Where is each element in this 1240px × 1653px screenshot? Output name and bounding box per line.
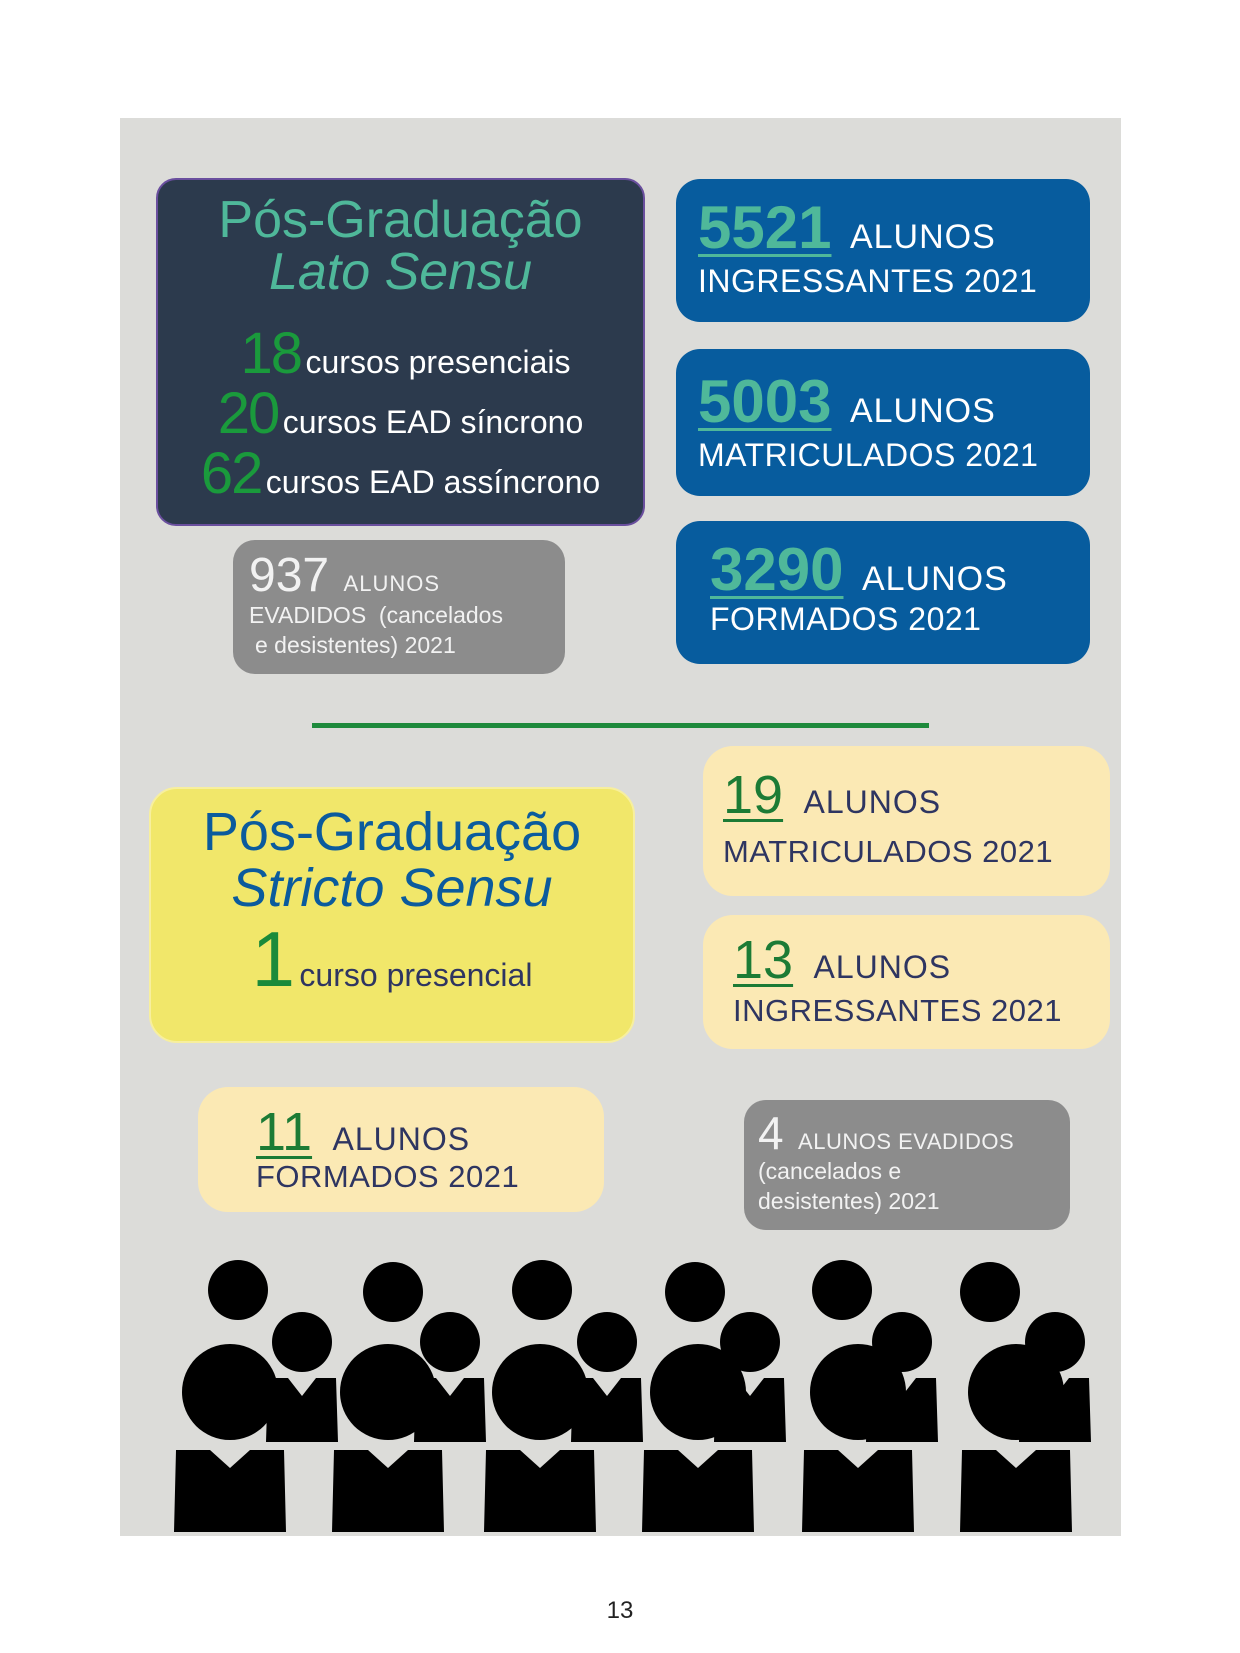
crowd-people-icon bbox=[120, 1260, 1121, 1536]
stat-formados-lato bbox=[676, 521, 1090, 664]
stat-number: 13 bbox=[733, 930, 794, 990]
stricto-sensu-title: Pós-Graduação bbox=[202, 802, 582, 862]
stat-unit: ALUNOS bbox=[849, 392, 996, 430]
stat-unit: ALUNOS bbox=[332, 1121, 471, 1157]
stricto-sensu-subtitle: Stricto Sensu bbox=[231, 858, 553, 918]
course-count: 1 bbox=[251, 915, 295, 1003]
page-number: 13 bbox=[606, 1597, 634, 1624]
stat-matriculados-lato bbox=[676, 349, 1090, 496]
stat-unit: ALUNOS bbox=[803, 784, 942, 820]
stat-number: 937 bbox=[249, 549, 330, 602]
course-count: 62 bbox=[200, 441, 262, 506]
lato-sensu-subtitle: Lato Sensu bbox=[268, 243, 533, 301]
stat-unit: ALUNOS bbox=[849, 218, 996, 256]
stat-ingressantes-lato bbox=[676, 179, 1090, 322]
course-label: curso presencial bbox=[299, 957, 533, 993]
stat-unit: ALUNOS bbox=[861, 560, 1008, 598]
lato-sensu-card bbox=[156, 178, 645, 526]
stat-number: 19 bbox=[723, 765, 784, 825]
course-line-ead-assincrono bbox=[158, 440, 643, 507]
stat-number: 3290 bbox=[710, 536, 844, 603]
stat-label: FORMADOS 2021 bbox=[710, 601, 982, 637]
stat-formados-stricto bbox=[198, 1087, 604, 1212]
stat-label: FORMADOS 2021 bbox=[256, 1159, 520, 1194]
stat-label: INGRESSANTES 2021 bbox=[698, 263, 1038, 299]
course-count: 18 bbox=[240, 321, 302, 386]
stat-evadidos-stricto bbox=[744, 1100, 1070, 1230]
stat-unit: ALUNOS bbox=[343, 571, 441, 596]
stat-label: EVADIDOS (cancelados bbox=[249, 602, 503, 628]
stat-label: desistentes) 2021 bbox=[758, 1188, 940, 1214]
course-line-ead-sincrono bbox=[158, 380, 643, 447]
course-line-presenciais bbox=[158, 320, 643, 387]
lato-sensu-title: Pós-Graduação bbox=[218, 191, 583, 249]
stat-unit: ALUNOS EVADIDOS bbox=[798, 1129, 1015, 1154]
course-label: cursos EAD assíncrono bbox=[265, 464, 601, 500]
course-label: cursos EAD síncrono bbox=[282, 404, 584, 440]
stat-number: 5521 bbox=[698, 194, 832, 261]
stat-number: 11 bbox=[256, 1102, 313, 1162]
course-count: 20 bbox=[217, 381, 279, 446]
stat-number: 4 bbox=[758, 1107, 784, 1159]
stat-number: 5003 bbox=[698, 368, 832, 435]
stricto-sensu-card bbox=[149, 787, 635, 1043]
stat-matriculados-stricto bbox=[703, 746, 1110, 896]
stat-label: INGRESSANTES 2021 bbox=[733, 993, 1062, 1028]
stat-evadidos-lato bbox=[233, 540, 565, 674]
stat-label: MATRICULADOS 2021 bbox=[723, 834, 1054, 869]
stat-label: MATRICULADOS 2021 bbox=[698, 437, 1039, 473]
stat-label: e desistentes) 2021 bbox=[255, 632, 456, 658]
section-divider bbox=[312, 723, 929, 728]
course-line-presencial bbox=[151, 914, 633, 1005]
stat-ingressantes-stricto bbox=[703, 915, 1110, 1049]
course-label: cursos presenciais bbox=[305, 344, 571, 380]
stat-unit: ALUNOS bbox=[813, 949, 952, 985]
stat-label: (cancelados e bbox=[758, 1158, 902, 1184]
